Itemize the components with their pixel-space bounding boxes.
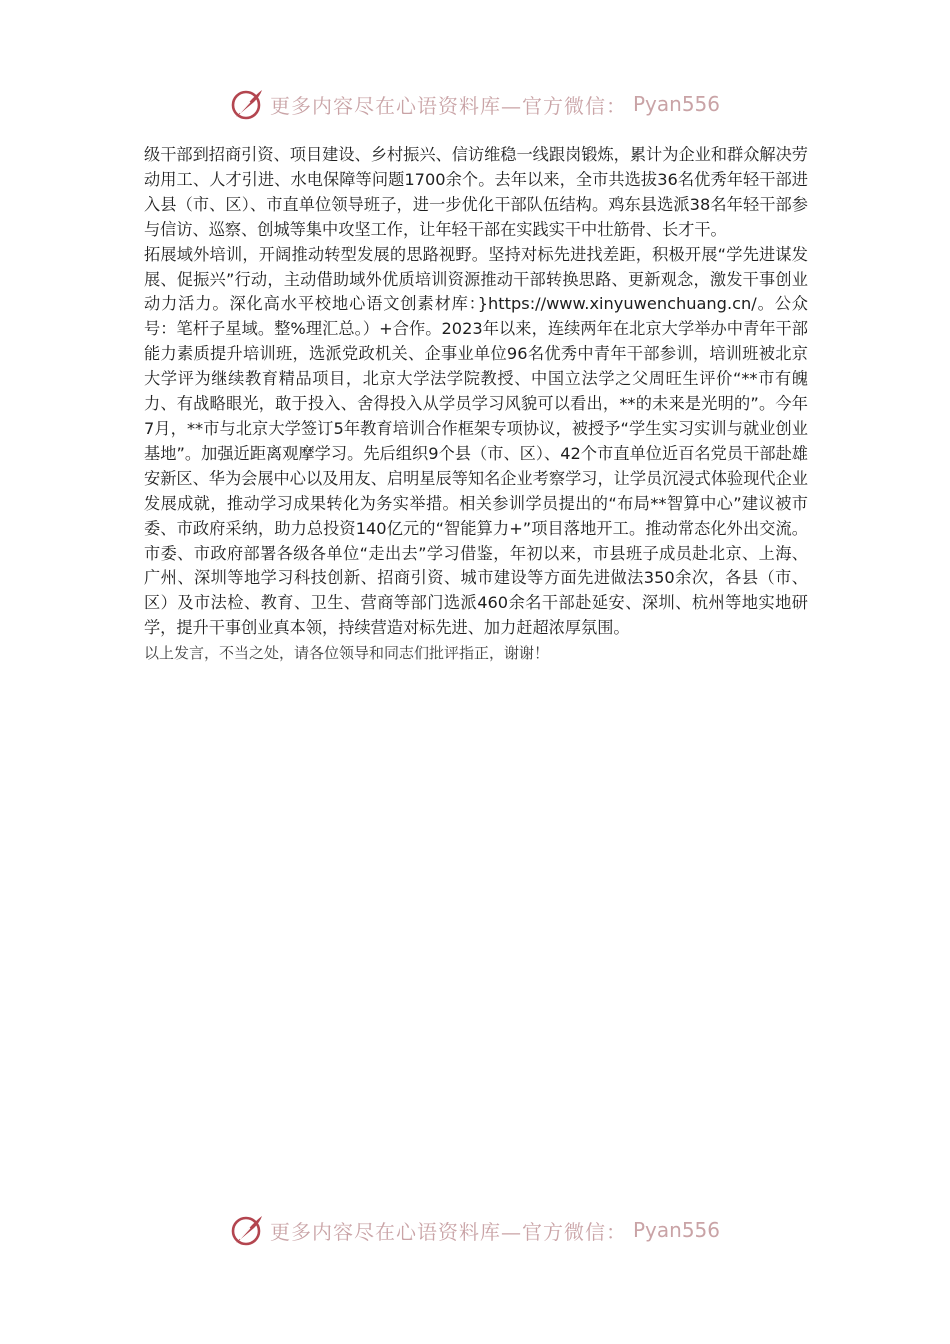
paragraph-2: 拓展域外培训，开阔推动转型发展的思路视野。坚持对标先进找差距，积极开展“学先进谋发展、促振兴”行动，主动借助域外优质培训资源推动干部转换思路、更新观念，激发干事创业动力活力。深化高水平校地心语文创素材库：}https://www.xinyuwenchuang.cn/。公众号：笔杆子星域。整%理汇总。）+合作。2023年以来，连续两年在北京大学举办中青年干部能力素质提升培训班，选派党政机关、企事业单位96名优秀中青年干部参训，培训班被北京大学评为继续教育精品项目，北京大学法学院教授、中国立法学之父周旺生评价“**市有魄力、有战略眼光，敢于投入、舍得投入从学员学习风貌可以看出，**的未来是光明的”。今年7月，**市与北京大学签订5年教育培训合作框架专项协议，被授予“学生实习实训与就业创业基地”。加强近距离观摩学习。先后组织9个县（市、区）、42个市直单位近百名党员干部赴雄安新区、华为会展中心以及用友、启明星辰等知名企业考察学习，让学员沉浸式体验现代企业发展成就，推动学习成果转化为务实举措。相关参训学员提出的“布局**智算中心”建议被市委、市政府采纳，助力总投资140亿元的“智能算力+”项目落地开工。推动常态化外出交流。市委、市政府部署各级各单位“走出去”学习借鉴，年初以来，市县班子成员赴北京、上海、广州、深圳等地学习科技创新、招商引资、城市建设等方面先进做法350余次，各县（市、区）及市法检、教育、卫生、营商等部门选派460余名干部赴延安、深圳、杭州等地实地研学，提升干事创业真本领，持续营造对标先进、加力赶超浓厚氛围。 <box>144 244 808 638</box>
quill-pen-logo-icon <box>230 87 264 121</box>
footer-wechat-id: Pyan556 <box>632 1218 720 1242</box>
paragraph-1: 级干部到招商引资、项目建设、乡村振兴、信访维稳一线跟岗锻炼，累计为企业和群众解决劳动用工、人才引进、水电保障等问题1700余个。去年以来，全市共选拔36名优秀年轻干部进入县（市、区）、市直单位领导班子，进一步优化干部队伍结构。鸡东县选派38名年轻干部参与信访、巡察、创城等集中攻坚工作，让年轻干部在实践实干中壮筋骨、长才干。 <box>144 145 808 239</box>
footer-banner-inner <box>230 1213 720 1247</box>
footer-banner <box>0 1210 950 1250</box>
header-banner <box>0 84 950 124</box>
closing-remark: 以上发言，不当之处，请各位领导和同志们批评指正，谢谢！ <box>144 644 550 663</box>
document-body <box>144 143 808 665</box>
header-banner-text: 更多内容尽在心语资料库—官方微信： <box>269 93 627 118</box>
header-banner-inner <box>230 87 720 121</box>
footer-banner-text: 更多内容尽在心语资料库—官方微信： <box>269 1219 627 1244</box>
quill-pen-logo-icon <box>230 1213 264 1247</box>
header-wechat-id: Pyan556 <box>632 92 720 116</box>
